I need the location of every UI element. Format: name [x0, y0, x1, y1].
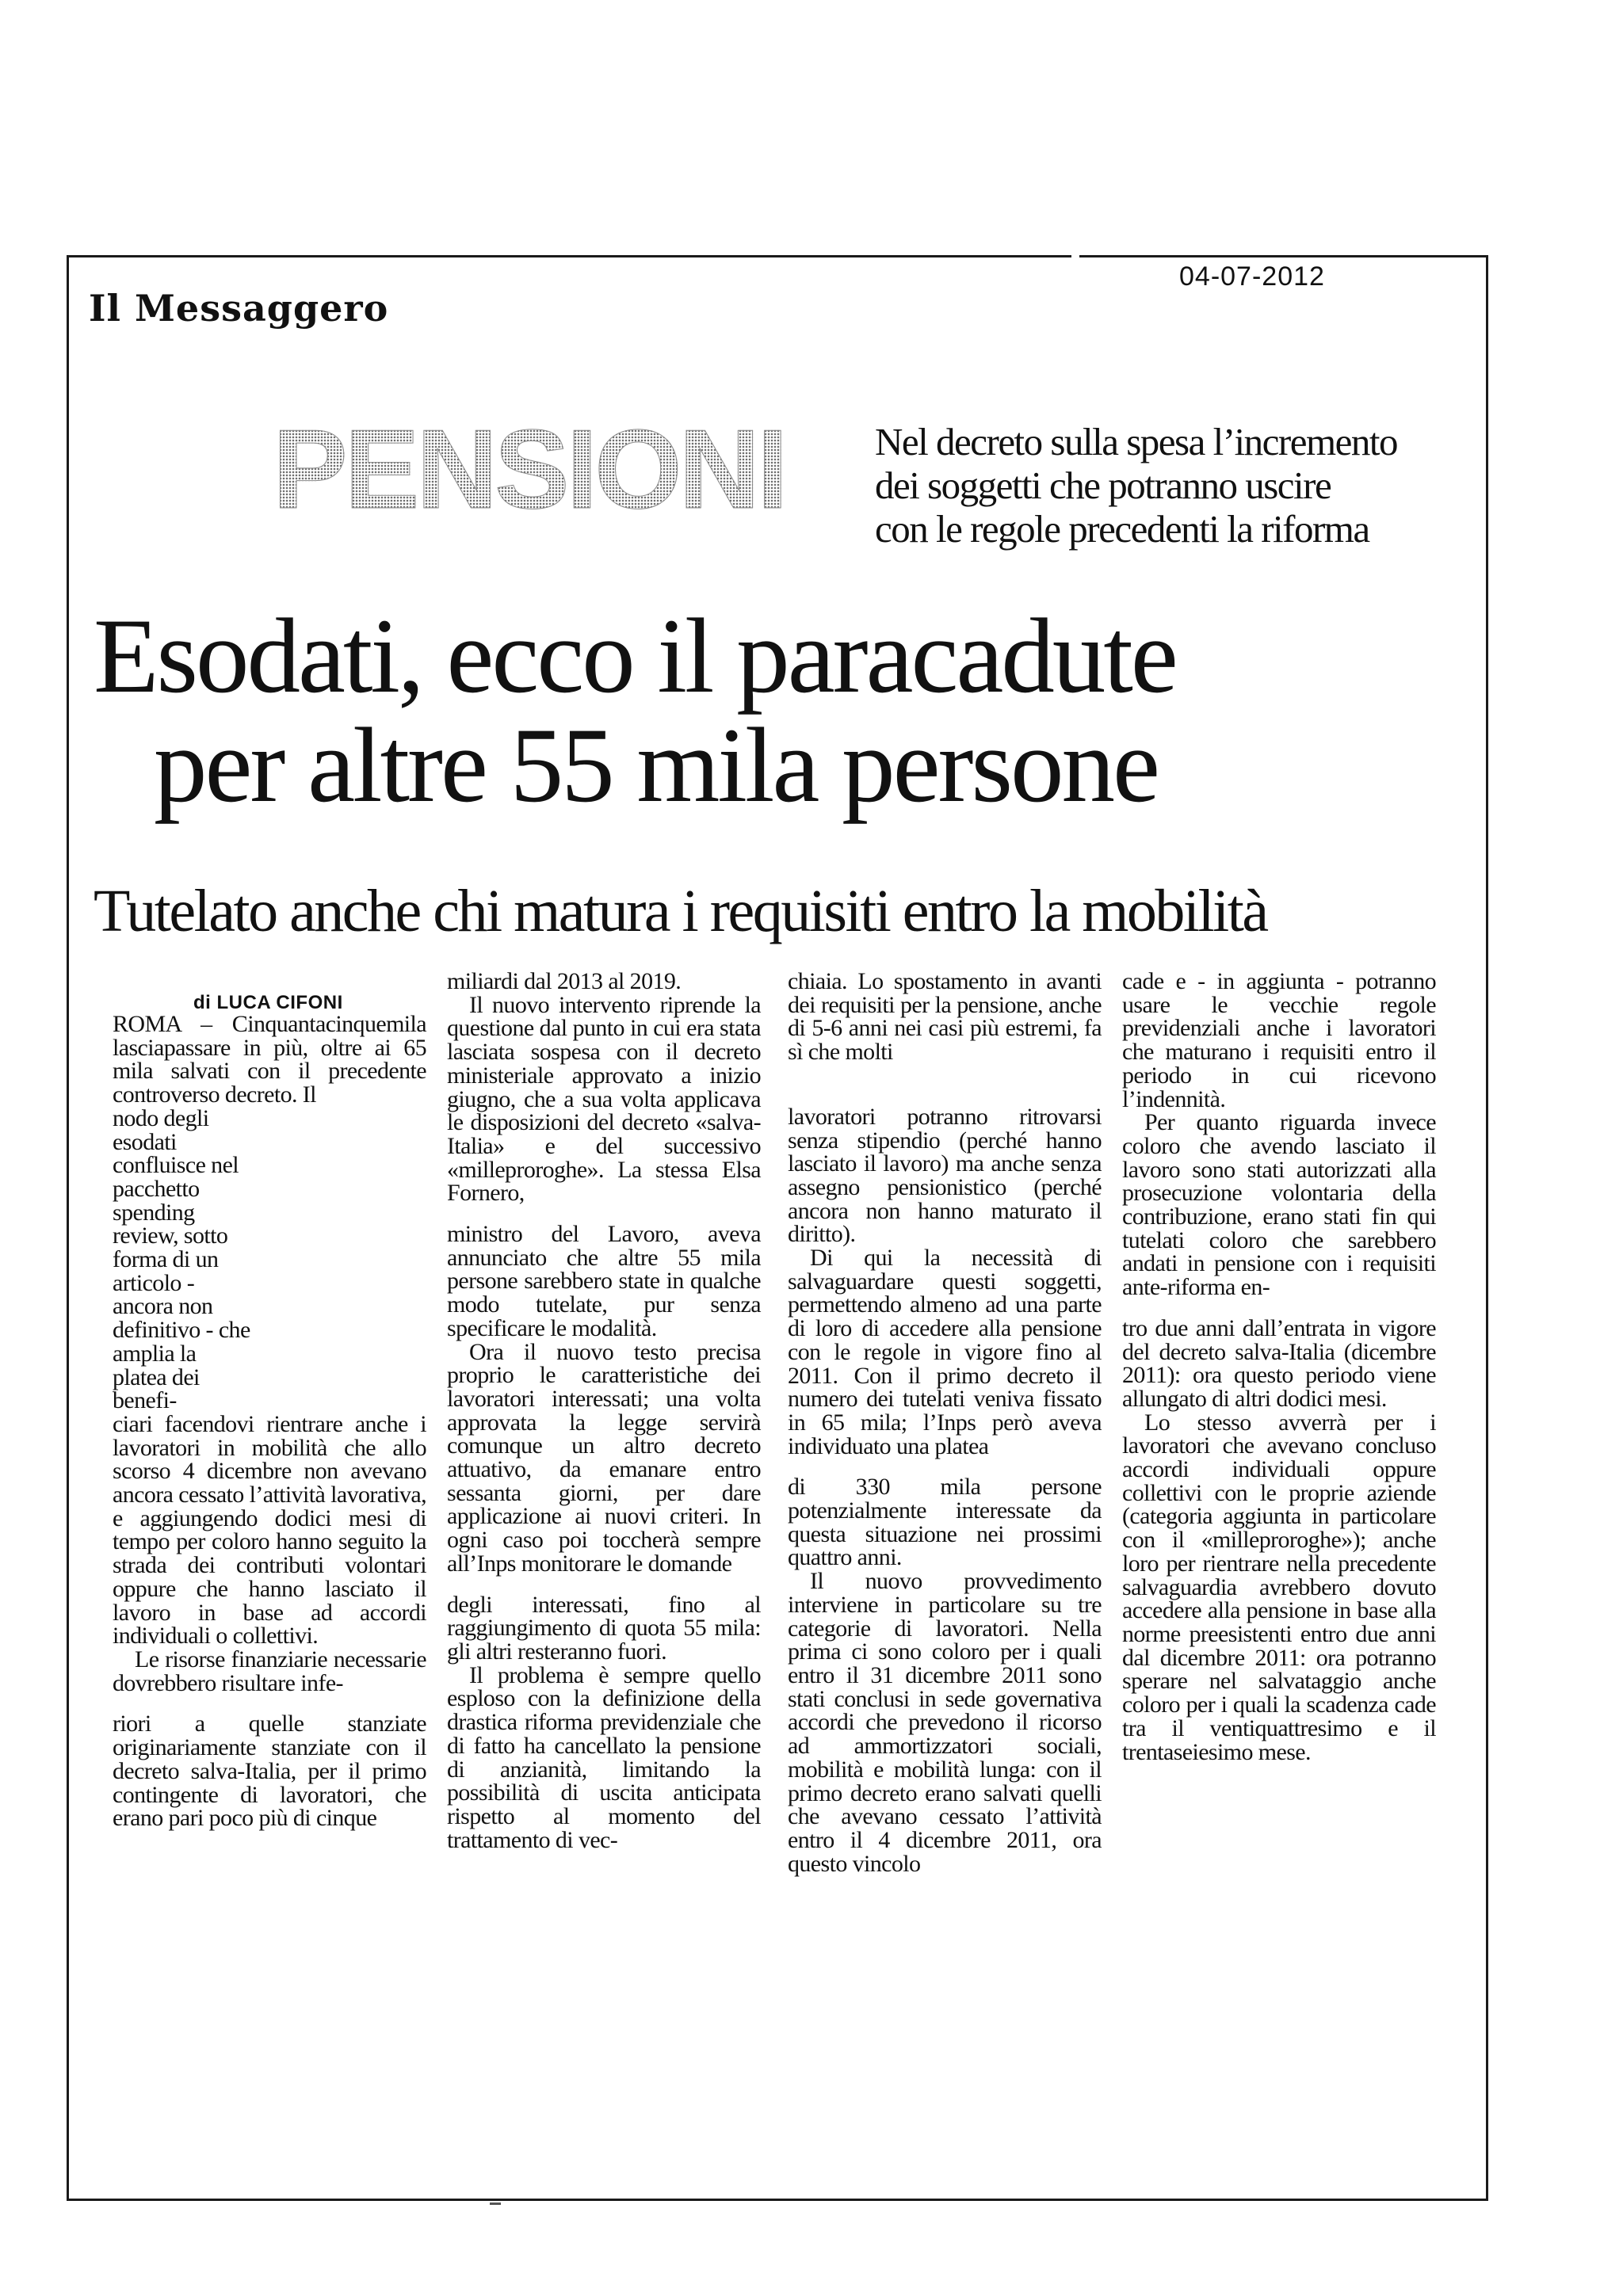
clipping-date: 04-07-2012 [1179, 261, 1325, 292]
paragraph: degli interessati, fino al raggiungimento di quota 55 mila: gli altri resteranno fuori. [447, 1591, 761, 1665]
paragraph: Ora il nuovo testo precisa proprio le caratteristiche dei lavoratori interessati; una volta approvata la legge servirà comunque un altro decreto attuativo, da emanare entro sessanta giorni, per dare applicazione ai nuovi criteri. In ogni caso poi toccherà sempre all’Inps monitorare le domande [447, 1338, 761, 1577]
summary-line: Nel decreto sulla spesa l’incremento [875, 420, 1397, 463]
summary-line: dei soggetti che potranno uscire [875, 463, 1331, 507]
paragraph: di 330 mila persone potenzialmente interessate da questa situazione nei prossimi quattro anni. [788, 1474, 1102, 1571]
section-kicker: PENSIONI [273, 406, 785, 532]
paragraph: Il nuovo provvedimento interviene in particolare su tre categorie di lavoratori. Nella prima ci sono coloro per i quali entro il 31 dicembre 2011 sono stati conclusi in sede governativa accordi che prevedono il ricorso ad ammortizzatori sociali, mobilità e mobilità lunga: con il primo decreto erano salvati quelli che avevano cessato l’attività entro il 4 dicembre 2011, ora questo vincolo [788, 1568, 1102, 1877]
frame-gap [1071, 252, 1079, 260]
article-column-1 [113, 1013, 426, 1830]
paragraph: cade e - in aggiunta - potranno usare le vecchie regole previdenziali anche i lavoratori che maturano i requisiti entro il periodo in cui ricevono l’indennità. [1122, 968, 1436, 1112]
paragraph: tro due anni dall’entrata in vigore del decreto salva-Italia (dicembre 2011): ora questo periodo viene allungato di altri dodici mesi. [1122, 1314, 1436, 1412]
article-subhead: Tutelato anche chi matura i requisiti entro la mobilità [94, 878, 1267, 944]
paragraph: Di qui la necessità di salvaguardare questi soggetti, permettendo almeno ad una parte di loro di accedere alla pensione con le regole in vigore fino al 2011. Con il primo decreto il numero dei tutelati veniva fissato in 65 mila; l’Inps però aveva individuato una platea [788, 1245, 1102, 1459]
article-column-3 [788, 970, 1102, 1875]
headline-line: per altre 55 mila persone [154, 707, 1158, 825]
headline-line: Esodati, ecco il paracadute [94, 597, 1176, 715]
paragraph: riori a quelle stanziate originariamente stanziate con il decreto salva-Italia, per il primo contingente di lavoratori, che erano pari poco più di cinque [113, 1711, 426, 1832]
paragraph: chiaia. Lo spostamento in avanti dei requisiti per la pensione, anche di 5-6 anni nei casi più estremi, fa sì che molti [788, 968, 1102, 1066]
paragraph: ministro del Lavoro, aveva annunciato che altre 55 mila persone sarebbero state in qualche modo tutelate, pur senza specificare le modalità. [447, 1221, 761, 1341]
paragraph: Il nuovo intervento riprende la questione dal punto in cui era stata lasciata sospesa con il decreto ministeriale approvato a inizio giugno, che a sua volta applicava le disposizioni del decreto «salva-Italia» e del successivo «milleproroghe». La stessa Elsa Fornero, [447, 991, 761, 1207]
summary-line: con le regole precedenti la riforma [875, 507, 1369, 551]
newspaper-masthead: Il Messaggero [89, 287, 389, 330]
paragraph: Lo stesso avverrà per i lavoratori che avevano concluso accordi individuali oppure collettivi con le proprie aziende (categoria aggiunta in particolare con il «milleproroghe»); anche loro per rientrare nella precedente salvaguardia avrebbero dovuto accedere alla pensione in base alla norme preesistenti entro due anni dal dicembre 2011: ora potranno sperare nel salvataggio anche coloro per i quali la scadenza cade tra il ventiquattresimo e il trentaseiesimo mese. [1122, 1409, 1436, 1765]
article-column-4 [1122, 970, 1436, 1764]
paragraph: ciari facendovi rientrare anche i lavoratori in mobilità che allo scorso 4 dicembre non avevano ancora cessato l’attività lavorativa, e aggiungendo dodici mesi di tempo per coloro hanno seguito la strada dei contributi volontari oppure che hanno lasciato il lavoro in base ad accordi individuali o collettivi. [113, 1410, 426, 1650]
paragraph: Il problema è sempre quello esploso con la definizione della drastica riforma previdenziale che di fatto ha cancellato la pensione di anzianità, limitando la possibilità di uscita anticipata rispetto al momento del trattamento di vec- [447, 1661, 761, 1853]
paragraph: Per quanto riguarda invece coloro che avendo lasciato il lavoro sono stati autorizzati alla prosecuzione volontaria della contribuzione, erano stati fin qui tutelati coloro che sarebbero andati in pensione con i requisiti ante-riforma en- [1122, 1109, 1436, 1301]
article-summary [875, 420, 1493, 551]
paragraph: miliardi dal 2013 al 2019. [447, 968, 682, 994]
paragraph: ROMA – Cinquantacinquemila lasciapassare in più, oltre ai 65 mila salvati con il precedente controverso decreto. Il [113, 1011, 426, 1108]
article-column-2 [447, 970, 761, 1852]
paragraph: nodo degli esodati confluisce nel pacchetto spending review, sotto forma di un articolo - ancora non definitivo - che amplia la platea dei benefi- [113, 1104, 250, 1414]
article-headline [94, 597, 1504, 825]
paragraph: Le risorse finanziarie necessarie dovrebbero risultare infe- [113, 1646, 426, 1696]
footer-mark [490, 2203, 501, 2205]
article-byline: di LUCA CIFONI [193, 992, 343, 1013]
paragraph: lavoratori potranno ritrovarsi senza stipendio (perché hanno lasciato il lavoro) ma anche senza assegno pensionistico (perché ancora non hanno maturato il diritto). [788, 1103, 1102, 1248]
